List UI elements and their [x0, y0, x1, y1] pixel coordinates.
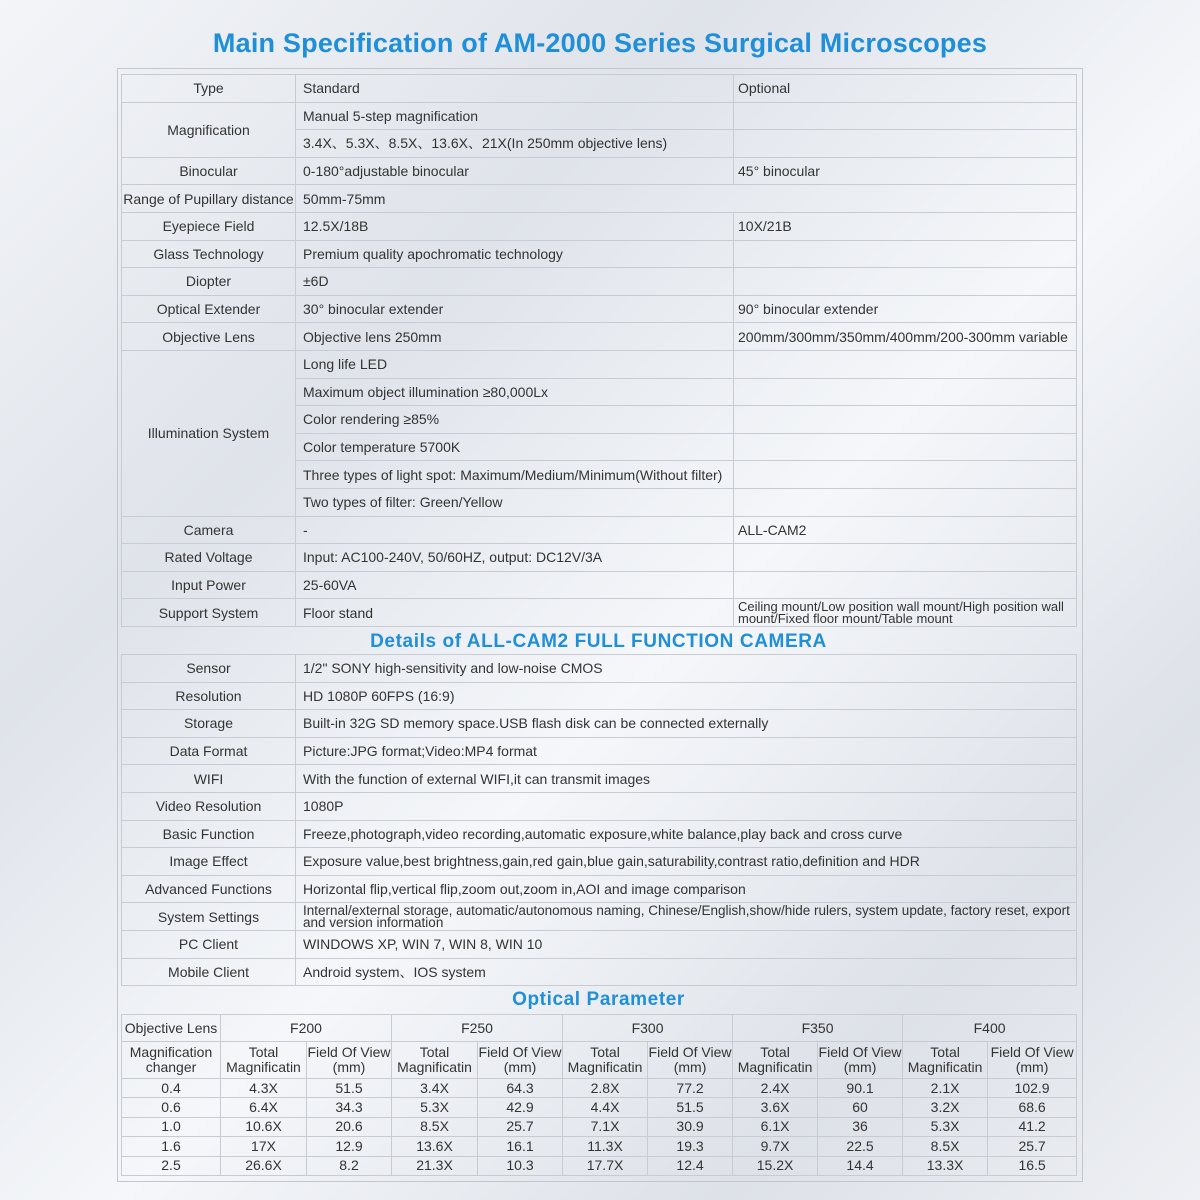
standard-value: Color temperature 5700K	[296, 433, 734, 461]
field-of-view-value: 36	[818, 1117, 903, 1136]
changer-value: 1.0	[122, 1117, 221, 1136]
row-label: Binocular	[122, 157, 296, 185]
standard-value: 12.5X/18B	[296, 212, 734, 240]
row-label: WIFI	[122, 765, 296, 793]
field-of-view-header: Field Of View (mm)	[648, 1042, 733, 1079]
row-label: Range of Pupillary distance	[122, 185, 296, 213]
optional-value	[734, 433, 1077, 461]
field-of-view-value: 8.2	[307, 1156, 392, 1175]
optional-value	[734, 102, 1077, 130]
changer-value: 2.5	[122, 1156, 221, 1175]
total-magnification-header: Total Magnificatin	[903, 1042, 988, 1079]
field-of-view-value: 60	[818, 1098, 903, 1117]
standard-value: 0-180°adjustable binocular	[296, 157, 734, 185]
total-magnification-value: 9.7X	[733, 1137, 818, 1156]
row-label: Video Resolution	[122, 792, 296, 820]
field-of-view-value: 16.1	[478, 1137, 563, 1156]
total-magnification-value: 15.2X	[733, 1156, 818, 1175]
table-row	[122, 350, 1077, 378]
field-of-view-value: 64.3	[478, 1079, 563, 1098]
header-optional: Optional	[734, 75, 1077, 103]
row-label: Magnification	[122, 102, 296, 157]
row-label: Sensor	[122, 655, 296, 683]
standard-value: Input: AC100-240V, 50/60HZ, output: DC12V/3A	[296, 544, 734, 572]
row-label: Objective Lens	[122, 323, 296, 351]
row-value: Exposure value,best brightness,gain,red gain,blue gain,saturability,contrast ratio,definition and HDR	[296, 848, 1077, 876]
field-of-view-value: 20.6	[307, 1117, 392, 1136]
optional-value: 90° binocular extender	[734, 295, 1077, 323]
field-of-view-value: 22.5	[818, 1137, 903, 1156]
table-row	[122, 848, 1077, 876]
field-of-view-value: 12.9	[307, 1137, 392, 1156]
total-magnification-value: 2.4X	[733, 1079, 818, 1098]
table-row	[122, 1117, 1077, 1136]
table-row	[122, 682, 1077, 710]
field-of-view-value: 19.3	[648, 1137, 733, 1156]
lens-header: F400	[903, 1015, 1077, 1042]
field-of-view-value: 10.3	[478, 1156, 563, 1175]
changer-header: Magnification changer	[122, 1042, 221, 1079]
row-label: System Settings	[122, 903, 296, 931]
standard-value: Objective lens 250mm	[296, 323, 734, 351]
field-of-view-header: Field Of View (mm)	[818, 1042, 903, 1079]
field-of-view-value: 77.2	[648, 1079, 733, 1098]
total-magnification-value: 5.3X	[903, 1117, 988, 1136]
field-of-view-value: 30.9	[648, 1117, 733, 1136]
row-label: Advanced Functions	[122, 875, 296, 903]
total-magnification-value: 13.6X	[392, 1137, 478, 1156]
table-row	[122, 212, 1077, 240]
table-row	[122, 792, 1077, 820]
row-label: Storage	[122, 710, 296, 738]
row-label: Support System	[122, 599, 296, 627]
total-magnification-value: 8.5X	[392, 1117, 478, 1136]
total-magnification-value: 4.4X	[563, 1098, 648, 1117]
lens-header: F200	[221, 1015, 392, 1042]
field-of-view-value: 16.5	[988, 1156, 1077, 1175]
table-row	[122, 820, 1077, 848]
total-magnification-value: 26.6X	[221, 1156, 307, 1175]
row-label: Illumination System	[122, 350, 296, 516]
header-type: Type	[122, 75, 296, 103]
lens-header: F250	[392, 1015, 563, 1042]
total-magnification-value: 2.1X	[903, 1079, 988, 1098]
row-label: Camera	[122, 516, 296, 544]
row-label: PC Client	[122, 930, 296, 958]
lens-header: F300	[563, 1015, 733, 1042]
total-magnification-value: 11.3X	[563, 1137, 648, 1156]
standard-value: 25-60VA	[296, 571, 734, 599]
table-row	[122, 737, 1077, 765]
field-of-view-value: 34.3	[307, 1098, 392, 1117]
optional-value: ALL-CAM2	[734, 516, 1077, 544]
table-row	[122, 240, 1077, 268]
changer-value: 0.6	[122, 1098, 221, 1117]
row-value: 1080P	[296, 792, 1077, 820]
changer-value: 0.4	[122, 1079, 221, 1098]
row-value: Freeze,photograph,video recording,automatic exposure,white balance,play back and cross curve	[296, 820, 1077, 848]
optional-value: 10X/21B	[734, 212, 1077, 240]
table-row	[122, 765, 1077, 793]
camera-table	[121, 654, 1077, 986]
optional-value	[734, 240, 1077, 268]
row-label: Mobile Client	[122, 958, 296, 986]
row-value: Built-in 32G SD memory space.USB flash disk can be connected externally	[296, 710, 1077, 738]
field-of-view-value: 42.9	[478, 1098, 563, 1117]
table-row	[122, 544, 1077, 572]
table-row	[122, 157, 1077, 185]
header-row	[122, 1015, 1077, 1042]
field-of-view-value: 41.2	[988, 1117, 1077, 1136]
total-magnification-value: 4.3X	[221, 1079, 307, 1098]
total-magnification-header: Total Magnificatin	[392, 1042, 478, 1079]
table-row	[122, 1137, 1077, 1156]
field-of-view-value: 14.4	[818, 1156, 903, 1175]
row-label: Basic Function	[122, 820, 296, 848]
table-row	[122, 323, 1077, 351]
row-value: With the function of external WIFI,it can transmit images	[296, 765, 1077, 793]
total-magnification-value: 3.6X	[733, 1098, 818, 1117]
standard-value: ±6D	[296, 268, 734, 296]
field-of-view-value: 102.9	[988, 1079, 1077, 1098]
optical-section-title: Optical Parameter	[512, 989, 685, 1010]
changer-value: 1.6	[122, 1137, 221, 1156]
standard-value: Floor stand	[296, 599, 734, 627]
table-row	[122, 516, 1077, 544]
field-of-view-value: 90.1	[818, 1079, 903, 1098]
standard-value: Long life LED	[296, 350, 734, 378]
total-magnification-value: 21.3X	[392, 1156, 478, 1175]
standard-value: Maximum object illumination ≥80,000Lx	[296, 378, 734, 406]
field-of-view-value: 25.7	[478, 1117, 563, 1136]
field-of-view-header: Field Of View (mm)	[988, 1042, 1077, 1079]
row-label: Data Format	[122, 737, 296, 765]
optional-value	[734, 130, 1077, 158]
row-value: Internal/external storage, automatic/autonomous naming, Chinese/English,show/hide rulers, system update, factory reset, export and version information	[296, 903, 1077, 931]
header-standard: Standard	[296, 75, 734, 103]
total-magnification-value: 2.8X	[563, 1079, 648, 1098]
row-label: Diopter	[122, 268, 296, 296]
total-magnification-value: 3.2X	[903, 1098, 988, 1117]
row-value: Android system、IOS system	[296, 958, 1077, 986]
optional-value	[734, 461, 1077, 489]
subheader-row	[122, 1042, 1077, 1079]
table-row	[122, 655, 1077, 683]
total-magnification-header: Total Magnificatin	[733, 1042, 818, 1079]
spec-table	[121, 74, 1077, 627]
table-row	[122, 295, 1077, 323]
table-row	[122, 875, 1077, 903]
row-value: Picture:JPG format;Video:MP4 format	[296, 737, 1077, 765]
row-label: Image Effect	[122, 848, 296, 876]
standard-value: Three types of light spot: Maximum/Medium/Minimum(Without filter)	[296, 461, 734, 489]
row-value: HD 1080P 60FPS (16:9)	[296, 682, 1077, 710]
table-row	[122, 1098, 1077, 1117]
total-magnification-value: 17.7X	[563, 1156, 648, 1175]
table-row	[122, 571, 1077, 599]
table-row	[122, 599, 1077, 627]
table-row	[122, 710, 1077, 738]
field-of-view-value: 51.5	[648, 1098, 733, 1117]
standard-value: 30° binocular extender	[296, 295, 734, 323]
row-label: Glass Technology	[122, 240, 296, 268]
table-row	[122, 1079, 1077, 1098]
total-magnification-value: 6.1X	[733, 1117, 818, 1136]
optional-value	[734, 378, 1077, 406]
standard-value: Color rendering ≥85%	[296, 406, 734, 434]
standard-value: Manual 5-step magnification	[296, 102, 734, 130]
optional-value	[734, 268, 1077, 296]
total-magnification-value: 3.4X	[392, 1079, 478, 1098]
row-label: Eyepiece Field	[122, 212, 296, 240]
field-of-view-value: 25.7	[988, 1137, 1077, 1156]
total-magnification-header: Total Magnificatin	[563, 1042, 648, 1079]
optional-value: 45° binocular	[734, 157, 1077, 185]
lens-header: F350	[733, 1015, 903, 1042]
optical-table	[121, 1014, 1077, 1176]
optional-value: 200mm/300mm/350mm/400mm/200-300mm variable	[734, 323, 1077, 351]
field-of-view-header: Field Of View (mm)	[307, 1042, 392, 1079]
row-label: Resolution	[122, 682, 296, 710]
row-value: WINDOWS XP, WIN 7, WIN 8, WIN 10	[296, 930, 1077, 958]
table-row	[122, 268, 1077, 296]
optional-value	[734, 571, 1077, 599]
total-magnification-value: 10.6X	[221, 1117, 307, 1136]
standard-value: Two types of filter: Green/Yellow	[296, 488, 734, 516]
total-magnification-value: 17X	[221, 1137, 307, 1156]
page-title: Main Specification of AM-2000 Series Surgical Microscopes	[212, 28, 988, 58]
optional-value	[734, 488, 1077, 516]
table-row	[122, 1156, 1077, 1175]
optional-value	[734, 544, 1077, 572]
corner-label: Objective Lens	[122, 1015, 221, 1042]
standard-value: 3.4X、5.3X、8.5X、13.6X、21X(In 250mm objective lens)	[296, 130, 734, 158]
optional-value	[734, 350, 1077, 378]
table-row	[122, 958, 1077, 986]
row-value: 1/2" SONY high-sensitivity and low-noise CMOS	[296, 655, 1077, 683]
field-of-view-header: Field Of View (mm)	[478, 1042, 563, 1079]
total-magnification-value: 5.3X	[392, 1098, 478, 1117]
row-label: Input Power	[122, 571, 296, 599]
camera-section-title: Details of ALL-CAM2 FULL FUNCTION CAMERA	[370, 631, 827, 652]
row-label: Optical Extender	[122, 295, 296, 323]
total-magnification-value: 7.1X	[563, 1117, 648, 1136]
row-value: Horizontal flip,vertical flip,zoom out,zoom in,AOI and image comparison	[296, 875, 1077, 903]
standard-value: Premium quality apochromatic technology	[296, 240, 734, 268]
field-of-view-value: 51.5	[307, 1079, 392, 1098]
total-magnification-value: 6.4X	[221, 1098, 307, 1117]
table-row	[122, 102, 1077, 130]
total-magnification-header: Total Magnificatin	[221, 1042, 307, 1079]
field-of-view-value: 68.6	[988, 1098, 1077, 1117]
standard-value: -	[296, 516, 734, 544]
table-row	[122, 75, 1077, 103]
optional-value: Ceiling mount/Low position wall mount/High position wall mount/Fixed floor mount/Table mount	[734, 599, 1077, 627]
optional-value	[734, 406, 1077, 434]
field-of-view-value: 12.4	[648, 1156, 733, 1175]
table-row	[122, 185, 1077, 213]
total-magnification-value: 8.5X	[903, 1137, 988, 1156]
table-row	[122, 903, 1077, 931]
row-label: Rated Voltage	[122, 544, 296, 572]
table-row	[122, 930, 1077, 958]
standard-value: 50mm-75mm	[296, 185, 1077, 213]
total-magnification-value: 13.3X	[903, 1156, 988, 1175]
